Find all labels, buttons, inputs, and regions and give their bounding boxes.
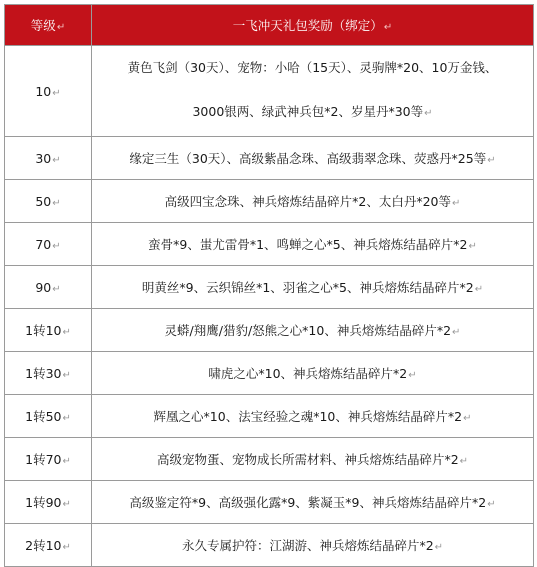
level-cell [5,395,92,438]
return-mark: ↵ [487,499,496,510]
reward-text: 永久专属护符：江湖游、神兵熔炼结晶碎片*2 [181,538,434,553]
return-mark: ↵ [487,155,496,166]
level-cell [5,481,92,524]
level-cell [5,46,92,137]
return-mark: ↵ [52,154,61,166]
return-mark: ↵ [452,327,461,338]
table-row [5,223,534,266]
level-cell [5,352,92,395]
reward-cell [92,524,534,567]
reward-text: 灵蟒/翔鹰/猎豹/怒熊之心*10、神兵熔炼结晶碎片*2 [164,323,452,338]
table-row [5,524,534,567]
reward-cell [92,180,534,223]
level-value: 10 [35,83,52,99]
reward-cell [92,438,534,481]
reward-cell [92,481,534,524]
reward-cell [92,137,534,180]
table-row [5,352,534,395]
return-mark: ↵ [62,413,71,424]
table-row [5,395,534,438]
table-row [5,309,534,352]
return-mark: ↵ [424,108,433,119]
return-mark: ↵ [62,499,71,510]
reward-cell [92,395,534,438]
reward-cell [92,309,534,352]
return-mark: ↵ [52,197,61,209]
table-body [5,46,534,567]
reward-text: 高级鉴定符*9、高级强化露*9、紫凝玉*9、神兵熔炼结晶碎片*2 [129,495,487,510]
reward-cell [92,46,534,137]
level-value: 50 [35,193,52,209]
level-value: 30 [35,150,52,166]
reward-table [4,4,534,567]
return-mark: ↵ [52,240,61,252]
table-row [5,481,534,524]
return-mark: ↵ [52,87,61,99]
level-cell [5,223,92,266]
reward-text: 辉凰之心*10、法宝经验之魂*10、神兵熔炼结晶碎片*2 [153,409,463,424]
reward-text: 3000银两、绿武神兵包*2、岁星丹*30等 [192,104,424,119]
header-reward-cell [92,5,534,46]
table-row [5,266,534,309]
table-header [5,5,534,46]
level-cell [5,309,92,352]
header-row [5,5,534,46]
reward-text: 蛮骨*9、蚩尤雷骨*1、鸣蝉之心*5、神兵熔炼结晶碎片*2 [148,237,468,252]
level-value: 1转10 [25,323,62,338]
return-mark: ↵ [463,413,472,424]
table-row [5,46,534,137]
return-mark: ↵ [451,198,461,209]
header-level-cell [5,5,92,46]
level-cell [5,266,92,309]
return-mark: ↵ [383,22,393,33]
return-mark: ↵ [62,456,71,467]
return-mark: ↵ [62,370,71,381]
reward-text: 高级宠物蛋、宠物成长所需材料、神兵熔炼结晶碎片*2 [156,452,459,467]
reward-text: 黄色飞剑（30天）、宠物：小哈（15天）、灵驹牌*20、10万金钱、 [127,60,498,75]
table-row [5,438,534,481]
return-mark: ↵ [474,284,484,295]
return-mark: ↵ [62,542,71,553]
level-value: 70 [35,236,52,252]
reward-cell [92,352,534,395]
return-mark: ↵ [468,241,477,252]
level-cell [5,438,92,481]
return-mark: ↵ [56,22,66,33]
reward-cell [92,223,534,266]
level-value: 1转70 [25,452,62,467]
level-cell [5,524,92,567]
level-value: 90 [35,279,52,295]
header-reward-label: 一飞冲天礼包奖励（绑定） [232,18,383,33]
reward-text: 缘定三生（30天）、高级紫晶念珠、高级翡翠念珠、荧惑丹*25等 [129,151,487,166]
reward-cell [92,266,534,309]
reward-text: 高级四宝念珠、神兵熔炼结晶碎片*2、太白丹*20等 [164,194,451,209]
return-mark: ↵ [434,542,444,553]
level-value: 2转10 [25,538,62,553]
return-mark: ↵ [408,370,417,381]
level-cell [5,137,92,180]
level-value: 1转30 [25,366,62,381]
header-level-label: 等级 [30,18,56,33]
reward-line [92,46,533,90]
return-mark: ↵ [459,456,469,467]
table-row [5,137,534,180]
level-cell [5,180,92,223]
reward-line [92,90,533,136]
return-mark: ↵ [52,283,61,295]
return-mark: ↵ [62,327,71,338]
reward-text: 啸虎之心*10、神兵熔炼结晶碎片*2 [208,366,408,381]
table-row [5,180,534,223]
level-value: 1转50 [25,409,62,424]
reward-text: 明黄丝*9、云织锦丝*1、羽雀之心*5、神兵熔炼结晶碎片*2 [141,280,474,295]
level-value: 1转90 [25,495,62,510]
